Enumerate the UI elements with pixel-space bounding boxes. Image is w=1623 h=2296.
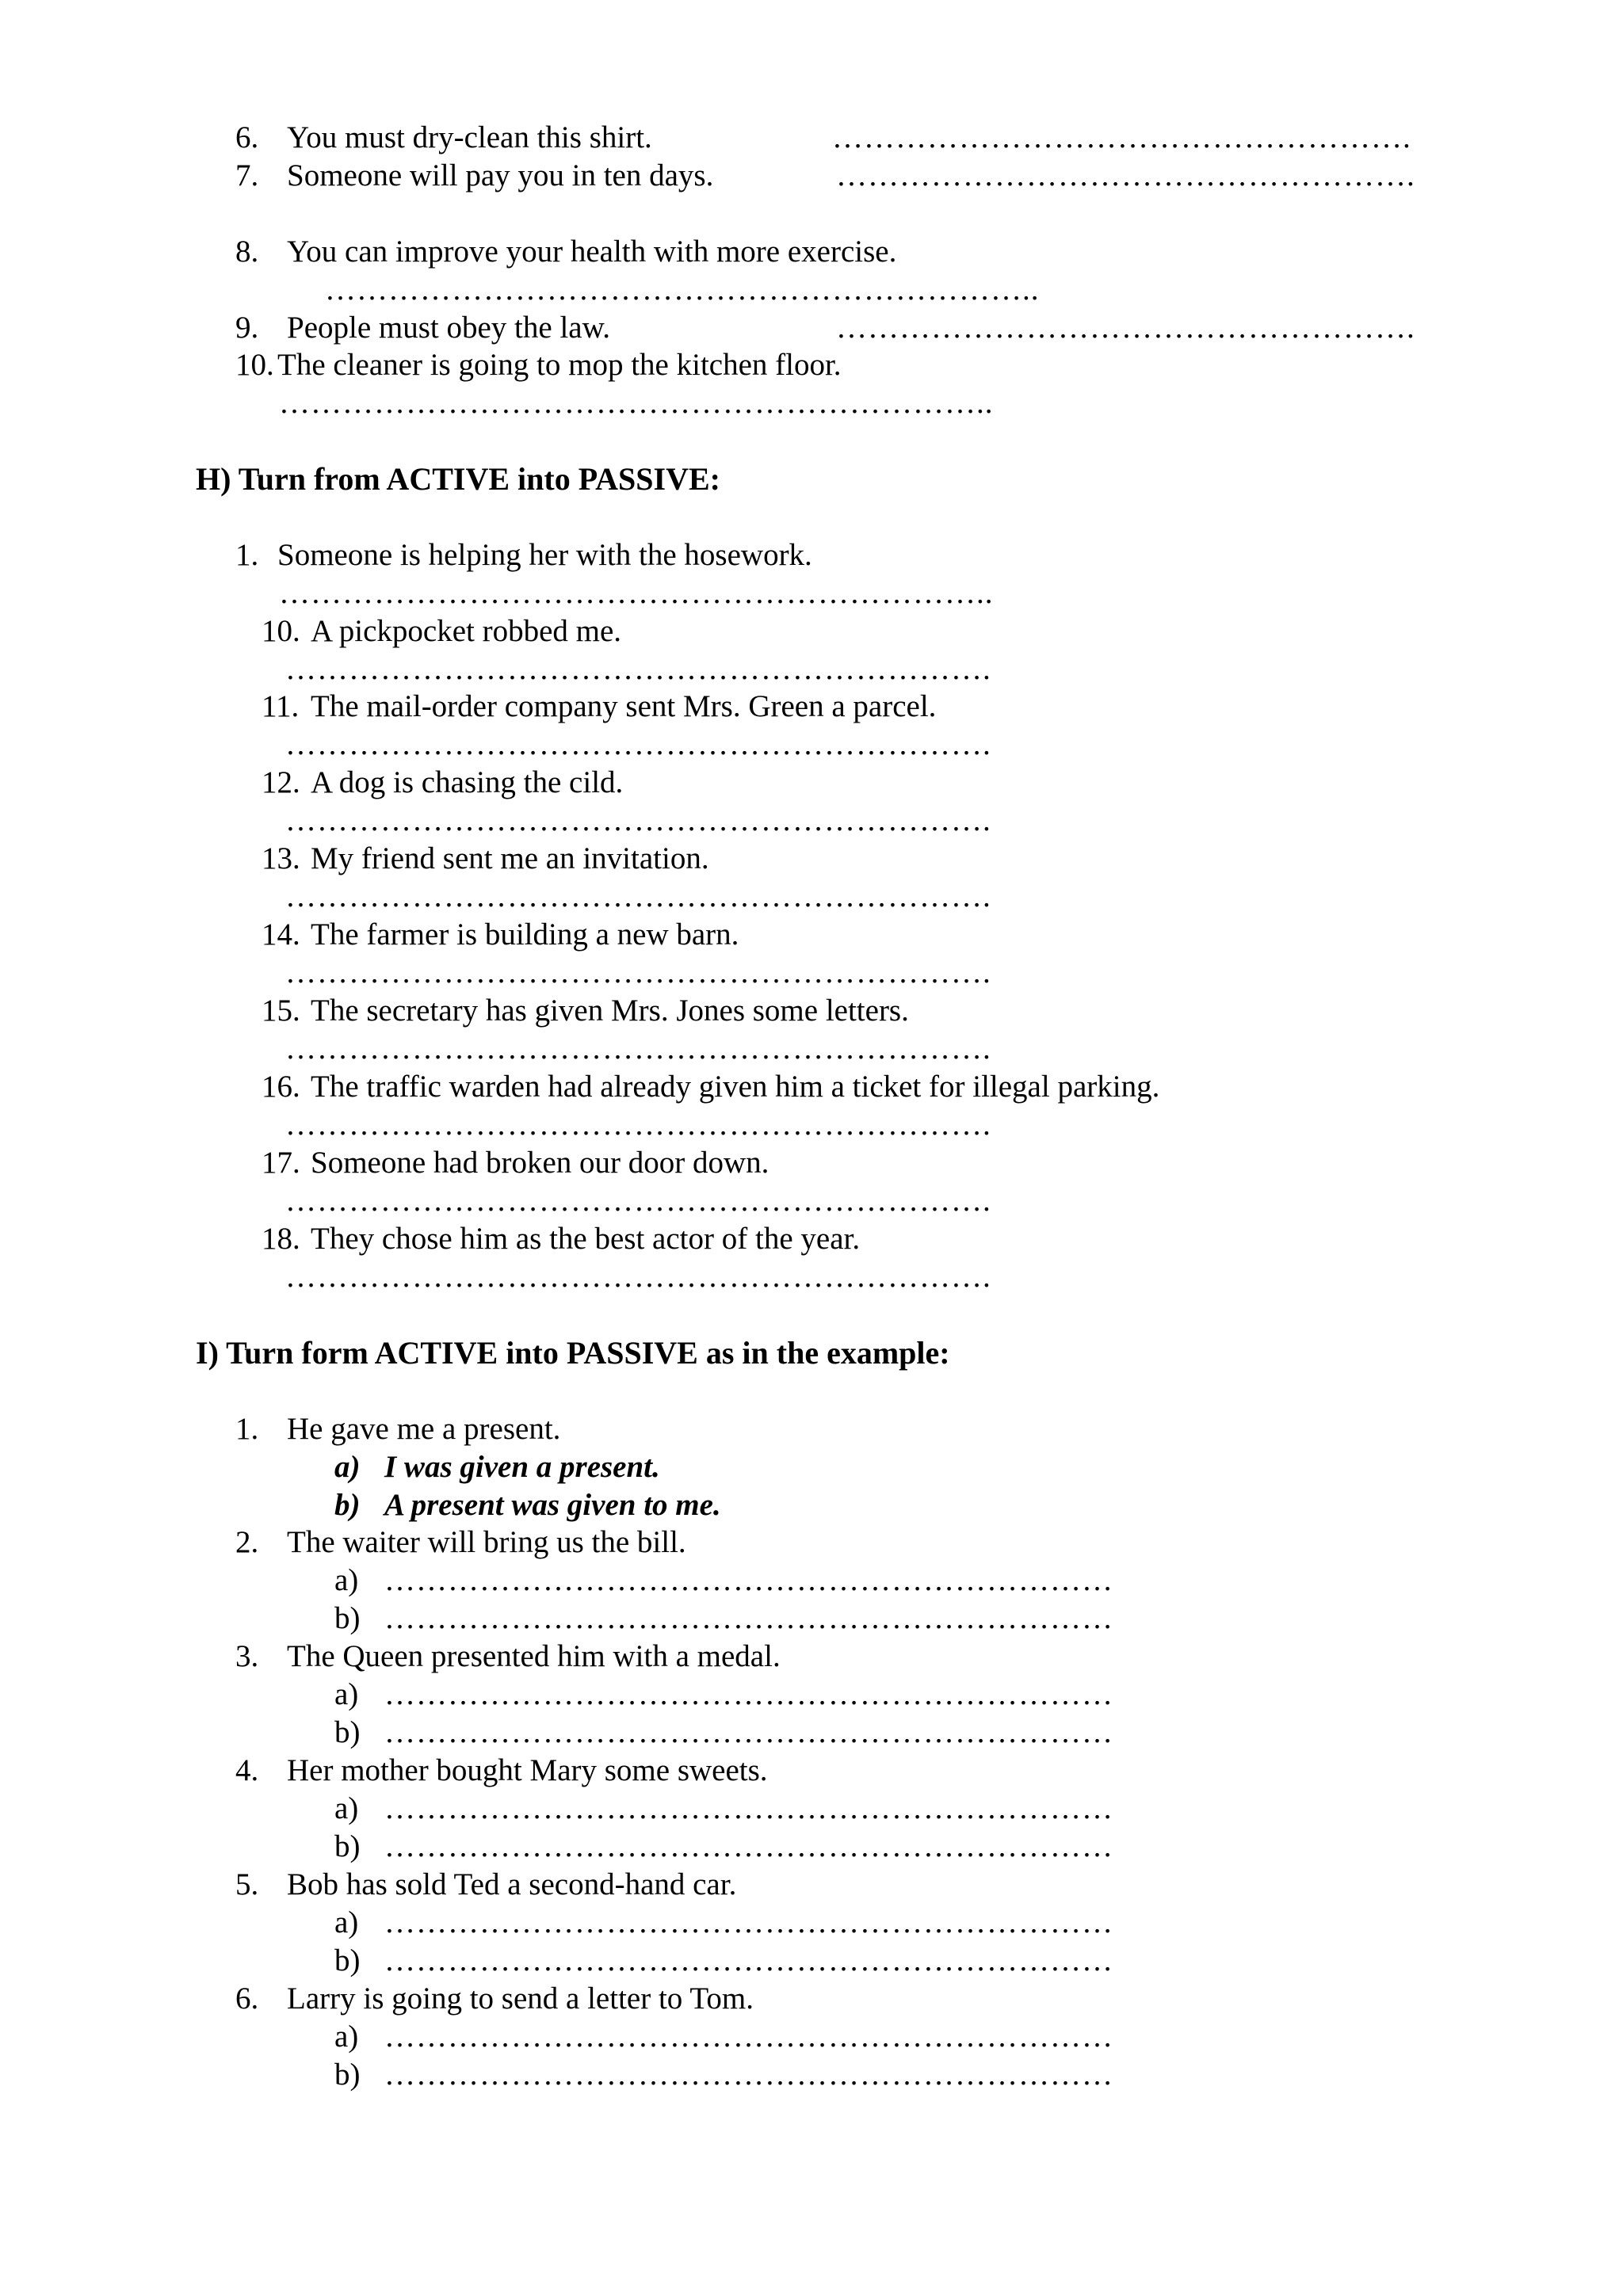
answer-blank-a[interactable]: …………………………………………………………… (384, 1791, 1113, 1825)
item-number: 3. (235, 1639, 259, 1673)
answer-blank-a[interactable]: …………………………………………………………… (384, 2019, 1113, 2054)
section-h-heading: H) Turn from ACTIVE into PASSIVE: (196, 461, 720, 497)
item-sentence: People must obey the law. (287, 311, 610, 345)
answer-blank-b[interactable]: …………………………………………………………… (384, 1715, 1113, 1749)
item-number: 1. (235, 1412, 259, 1446)
item-sentence: Her mother bought Mary some sweets. (287, 1753, 768, 1787)
example-answer-a: I was given a present. (384, 1450, 660, 1484)
item-number: 16. (262, 1070, 300, 1104)
item-sentence: Someone will pay you in ten days. (287, 158, 714, 193)
answer-blank[interactable]: …………………………………………………………. (285, 727, 991, 761)
answer-blank-b[interactable]: …………………………………………………………… (384, 1601, 1113, 1635)
example-label-a: a) (334, 1450, 361, 1484)
item-sentence: A dog is chasing the cild. (311, 765, 624, 799)
answer-blank-a[interactable]: …………………………………………………………… (384, 1677, 1113, 1711)
item-number: 6. (235, 120, 259, 154)
item-sentence: The farmer is building a new barn. (311, 917, 739, 952)
answer-blank-a[interactable]: …………………………………………………………… (384, 1905, 1113, 1939)
answer-label-b: b) (334, 1829, 361, 1863)
answer-label-a: a) (334, 2019, 359, 2054)
item-number: 5. (235, 1867, 259, 1901)
item-number: 12. (262, 765, 300, 799)
item-number: 8. (235, 235, 259, 269)
answer-blank-b[interactable]: …………………………………………………………… (384, 1829, 1113, 1863)
answer-blank[interactable]: …………………………………………………………. (285, 1032, 991, 1066)
answer-label-b: b) (334, 1943, 361, 1978)
answer-blank[interactable]: …………………………………………………………. (285, 879, 991, 913)
item-sentence: You can improve your health with more exercise. (287, 235, 897, 269)
item-sentence: Someone had broken our door down. (311, 1146, 769, 1180)
item-sentence: Larry is going to send a letter to Tom. (287, 1981, 754, 2016)
item-sentence: He gave me a present. (287, 1412, 561, 1446)
item-sentence: Bob has sold Ted a second-hand car. (287, 1867, 737, 1901)
answer-blank[interactable]: …………………………………………………………. (285, 1108, 991, 1142)
item-number: 9. (235, 311, 259, 345)
example-answer-b: A present was given to me. (384, 1488, 721, 1522)
item-number: 7. (235, 158, 259, 193)
item-sentence: My friend sent me an invitation. (311, 841, 709, 875)
answer-blank[interactable]: ………………………………………………………….. (279, 576, 994, 610)
item-sentence: The secretary has given Mrs. Jones some letters. (311, 994, 909, 1028)
item-number: 2. (235, 1525, 259, 1559)
item-sentence: The Queen presented him with a medal. (287, 1639, 781, 1673)
answer-blank[interactable]: ………………………………………………………….. (279, 386, 994, 420)
item-sentence: The waiter will bring us the bill. (287, 1525, 686, 1559)
item-sentence: You must dry-clean this shirt. (287, 120, 652, 154)
item-number: 13. (262, 841, 300, 875)
item-number: 15. (262, 994, 300, 1028)
answer-label-a: a) (334, 1905, 359, 1939)
item-sentence: Someone is helping her with the hosework. (277, 538, 812, 572)
answer-blank[interactable]: ………………………………………………. (836, 158, 1415, 193)
answer-blank[interactable]: …………………………………………………………. (285, 652, 991, 686)
section-i-heading: I) Turn form ACTIVE into PASSIVE as in the example: (196, 1335, 950, 1371)
answer-blank[interactable]: …………………………………………………………. (285, 955, 991, 990)
answer-label-a: a) (334, 1677, 359, 1711)
answer-blank[interactable]: …………………………………………………………. (285, 1184, 991, 1218)
item-number: 1. (235, 538, 259, 572)
item-sentence: The cleaner is going to mop the kitchen floor. (277, 348, 842, 382)
answer-label-a: a) (334, 1791, 359, 1825)
answer-blank-a[interactable]: …………………………………………………………… (384, 1563, 1113, 1597)
answer-label-a: a) (334, 1563, 359, 1597)
answer-label-b: b) (334, 1715, 361, 1749)
item-number: 17. (262, 1146, 300, 1180)
answer-label-b: b) (334, 2058, 361, 2092)
answer-blank[interactable]: ………………………………………………. (832, 120, 1411, 154)
answer-blank[interactable]: ………………………………………………………….. (325, 273, 1040, 307)
item-sentence: A pickpocket robbed me. (311, 614, 622, 648)
answer-blank-b[interactable]: …………………………………………………………… (384, 2058, 1113, 2092)
item-number: 6. (235, 1981, 259, 2016)
answer-blank[interactable]: …………………………………………………………. (285, 803, 991, 837)
item-number: 18. (262, 1222, 300, 1256)
item-sentence: They chose him as the best actor of the year. (311, 1222, 861, 1256)
item-number: 14. (262, 917, 300, 952)
answer-label-b: b) (334, 1601, 361, 1635)
item-number: 10. (235, 348, 274, 382)
item-number: 11. (262, 689, 300, 723)
example-label-b: b) (334, 1488, 361, 1522)
answer-blank-b[interactable]: …………………………………………………………… (384, 1943, 1113, 1978)
item-sentence: The traffic warden had already given him a ticket for illegal parking. (311, 1070, 1160, 1104)
answer-blank[interactable]: …………………………………………………………. (285, 1260, 991, 1294)
item-number: 4. (235, 1753, 259, 1787)
item-sentence: The mail-order company sent Mrs. Green a parcel. (311, 689, 937, 723)
answer-blank[interactable]: ………………………………………………. (836, 311, 1415, 345)
item-number: 10. (262, 614, 300, 648)
